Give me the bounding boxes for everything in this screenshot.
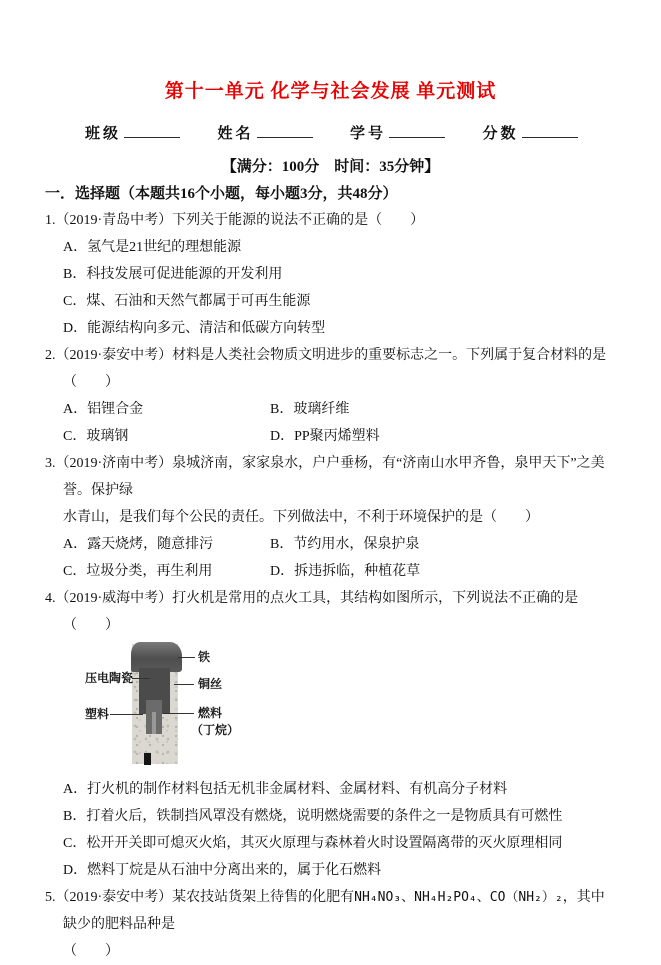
q5-fertilizer-formulas: NH₄NO₃、NH₄H₂PO₄、CO（NH₂）₂ (354, 890, 563, 905)
lighter-structure-figure (45, 642, 616, 768)
student-info-line (45, 122, 616, 146)
score-label: 分数 (482, 126, 519, 142)
q3-stem-line-2: 水青山，是我们每个公民的责任。下列做法中，不利于环境保护的是（ ） (63, 510, 539, 525)
pointer-line-plastic (110, 714, 143, 715)
q3-options-row-2 (45, 558, 616, 585)
q4-option-d: D．燃料丁烷是从石油中分离出来的，属于化石燃料 (63, 863, 382, 878)
question-4 (45, 585, 616, 884)
name-label: 姓名 (217, 126, 254, 142)
figure-label-copper-wire: 铜丝 (198, 677, 223, 691)
figure-label-fuel-butane: （丁烷） (191, 723, 240, 737)
q1-option-a: A．氢气是21世纪的理想能源 (63, 240, 242, 255)
q3-option-d: D．拆违拆临，种植花草 (270, 564, 421, 579)
pointer-line-piezo (132, 678, 150, 679)
figure-label-plastic: 塑料 (85, 707, 110, 721)
q2-option-c: C．玻璃钢 (63, 429, 129, 444)
lighter-valve-stem (152, 712, 156, 734)
q1-option-c: C．煤、石油和天然气都属于可再生能源 (63, 294, 311, 309)
q1-stem: 1.（2019·青岛中考）下列关于能源的说法不正确的是（ ） (45, 213, 425, 228)
q5-answer-blank: （ ） (63, 944, 119, 959)
figure-label-fuel: 燃料 (198, 706, 223, 720)
q4-option-b: B．打着火后，铁制挡风罩没有燃烧，说明燃烧需要的条件之一是物质具有可燃性 (63, 809, 563, 824)
q1-option-d: D．能源结构向多元、清洁和低碳方向转型 (63, 321, 326, 336)
q2-option-d: D．PP聚丙烯塑料 (270, 429, 380, 444)
q2-option-b: B．玻璃纤维 (270, 402, 350, 417)
page-title: 第十一单元 化学与社会发展 单元测试 (164, 81, 497, 102)
lighter-bottom-nub (144, 753, 151, 765)
q5-stem (45, 884, 616, 938)
q3-stem-line-1: 3.（2019·济南中考）泉城济南，家家泉水，户户垂杨，有“济南山水甲齐鲁，泉甲天下”之美誉。保护绿 (45, 456, 605, 498)
figure-label-piezo-ceramic: 压电陶瓷 (85, 671, 134, 685)
question-1 (45, 207, 616, 342)
q5-stem-text-1: 5.（2019·泰安中考）某农技站货架上待售的化肥有 (45, 890, 355, 905)
q2-option-a: A．铝锂合金 (63, 402, 144, 417)
q4-option-a: A．打火机的制作材料包括无机非金属材料、金属材料、有机高分子材料 (63, 782, 508, 797)
q3-option-c: C．垃圾分类，再生利用 (63, 564, 213, 579)
name-blank-line (257, 123, 313, 138)
section-heading-choice: 一．选择题（本题共16个小题，每小题3分，共48分） (45, 186, 398, 202)
pointer-line-copper (174, 684, 194, 685)
q2-options-row-1 (45, 396, 616, 423)
score-time-line: 【满分：100分 时间：35分钟】 (221, 159, 440, 175)
question-3 (45, 450, 616, 585)
question-5 (45, 884, 616, 965)
q2-options-row-2 (45, 423, 616, 450)
student-id-label: 学号 (350, 126, 387, 142)
q3-options-row-1 (45, 531, 616, 558)
class-label: 班级 (85, 126, 122, 142)
q5-stem-text-2: ，其中缺少的肥料品种是 (63, 890, 605, 932)
question-2 (45, 342, 616, 450)
info-field-name (218, 127, 313, 142)
q1-option-b: B．科技发展可促进能源的开发利用 (63, 267, 283, 282)
q4-option-c: C．松开开关即可熄灭火焰，其灭火原理与森林着火时设置隔离带的灭火原理相同 (63, 836, 563, 851)
q3-option-b: B．节约用水，保泉护泉 (270, 537, 420, 552)
q2-stem: 2.（2019·泰安中考）材料是人类社会物质文明进步的重要标志之一。下列属于复合材料的是（ ） (45, 348, 607, 390)
class-blank-line (124, 123, 180, 138)
score-blank-line (522, 123, 578, 138)
student-id-blank-line (389, 123, 445, 138)
q4-stem: 4.（2019·威海中考）打火机是常用的点火工具，其结构如图所示，下列说法不正确的是（ ） (45, 591, 579, 633)
info-field-score (483, 127, 578, 142)
q3-option-a: A．露天烧烤，随意排污 (63, 537, 214, 552)
pointer-line-fuel (163, 713, 194, 714)
info-field-student-id (350, 127, 445, 142)
figure-label-iron: 铁 (198, 650, 211, 664)
info-field-class (85, 127, 180, 142)
pointer-line-iron (178, 657, 195, 658)
